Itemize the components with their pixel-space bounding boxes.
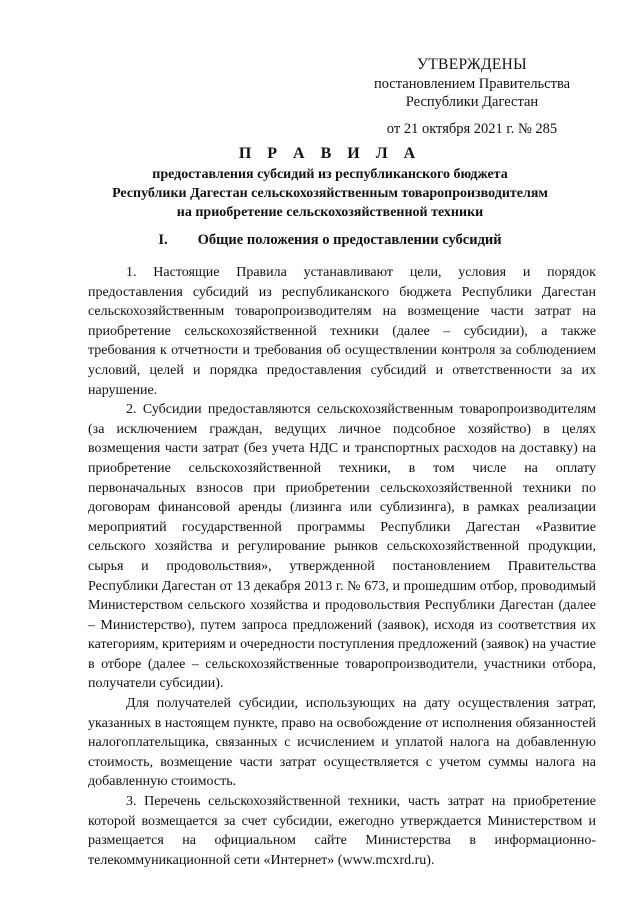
paragraph-2: 2. Субсидии предоставляются сельскохозяйственным товаропроизводителям (за исключением граждан, ведущих личное подсобное хозяйство) в целях возмещения части затрат (без учета НДС и транспортных расходов на доставку) на приобретение сельскохозяйственной техники, в том числе на оплату первоначальных взносов при приобретении сельскохозяйственной техники по договорам финансовой аренды (лизинга или сублизинга), в рамках реализации мероприятий государственной программы Республики Дагестан «Развитие сельского хозяйства и регулирование рынков сельскохозяйственной продукции, сырья и продовольствия», утвержденной постановлением Правительства Республики Дагестан от 13 декабря 2013 г. № 673, и прошедшим отбор, проводимый Министерством сельского хозяйства и продовольствия Республики Дагестан (далее – Министерство), путем запроса предложений (заявок), исходя из соответствия их категориям, критериям и очередности поступления предложений (заявок) на участие в отборе (далее – сельскохозяйственные товаропроизводители, участники отбора, получатели субсидии). bbox=[88, 402, 596, 692]
section-title: Общие положения о предоставлении субсидий bbox=[197, 232, 502, 248]
section-heading bbox=[60, 232, 600, 249]
section-number: I. bbox=[158, 232, 168, 248]
title-sub-2: Республики Дагестан сельскохозяйственным товаропроизводителям bbox=[112, 186, 548, 201]
approval-title: УТВЕРЖДЕНЫ bbox=[417, 56, 527, 73]
paragraph-4: 3. Перечень сельскохозяйственной техники, часть затрат на приобретение которой возмещается за счет субсидии, ежегодно утверждается Министерством и размещается на официальном сайте Министерства в информационно-телекоммуникационной сети «Интернет» (www.mcxrd.ru). bbox=[88, 794, 596, 868]
title-main: П Р А В И Л А bbox=[238, 145, 422, 162]
paragraph-3: Для получателей субсидии, использующих на дату осуществления затрат, указанных в настоящем пункте, право на освобождение от исполнения обязанностей налогоплательщика, связанных с исчислением и уплатой налога на добавленную стоимость, возмещение части затрат осуществляется с учетом суммы налога на добавленную стоимость. bbox=[88, 696, 596, 790]
body-text bbox=[88, 263, 596, 870]
approval-date: от 21 октября 2021 г. № 285 bbox=[386, 120, 558, 137]
document-title bbox=[60, 144, 600, 222]
approval-line-2: Республики Дагестан bbox=[405, 94, 539, 110]
approval-stamp bbox=[362, 56, 582, 138]
paragraph-1: 1. Настоящие Правила устанавливают цели, условия и порядок предоставления субсидий из республиканского бюджета Республики Дагестан сельскохозяйственным товаропроизводителям на возмещение части затрат на приобретение сельскохозяйственной техники (далее – субсидии), а также требования к отчетности и требования об осуществлении контроля за соблюдением условий, целей и порядка предоставления субсидий и ответственности за их нарушение. bbox=[88, 265, 596, 398]
title-sub-3: на приобретение сельскохозяйственной техники bbox=[176, 205, 484, 220]
title-sub-1: предоставления субсидий из республиканского бюджета bbox=[152, 167, 508, 182]
approval-line-1: постановлением Правительства bbox=[373, 75, 571, 92]
